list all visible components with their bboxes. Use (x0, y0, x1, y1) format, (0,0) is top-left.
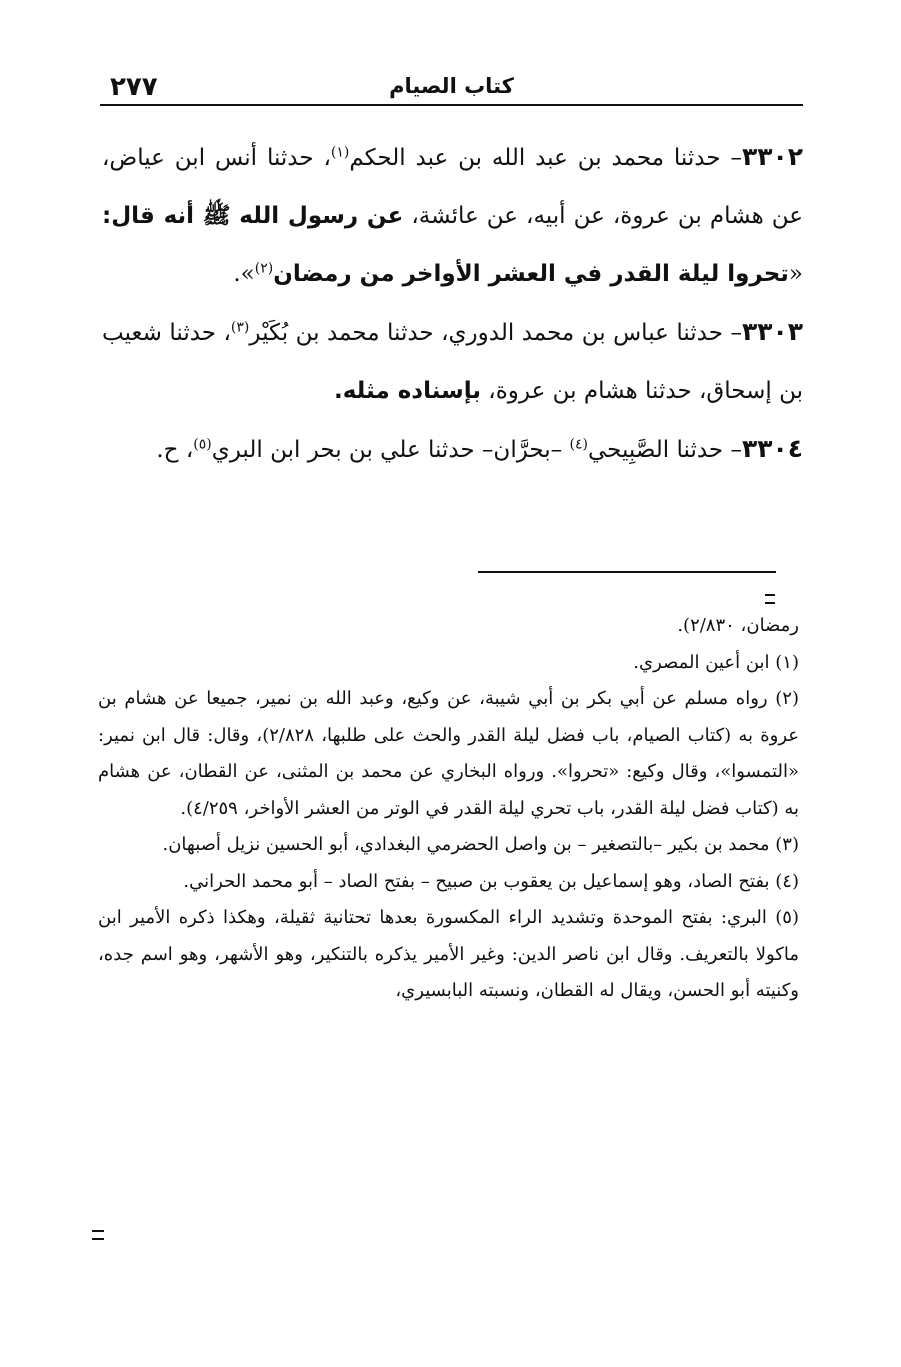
hadith-text: – حدثنا عباس بن محمد الدوري، حدثنا محمد بن بُكَيْر (249, 320, 742, 346)
footnote-1: (١) ابن أعين المصري. (633, 651, 799, 673)
footnote-ref: (٣) (230, 319, 250, 336)
hadith-3303 (102, 303, 803, 420)
hadith-3302 (102, 128, 803, 303)
footnote-4: (٤) بفتح الصاد، وهو إسماعيل بن يعقوب بن صبيح – بفتح الصاد – أبو محمد الحراني. (183, 870, 799, 892)
hadith-bold-text: بإسناده مثله. (333, 378, 481, 404)
page-header (100, 72, 803, 106)
hadith-text: – حدثنا الصَّبِيحي (587, 437, 742, 463)
footnote-5: (٥) البري: بفتح الموحدة وتشديد الراء المكسورة بعدها تحتانية ثقيلة، وهكذا ذكره الأمير ابن ماكولا بالتعريف. وقال ابن ناصر الدين: وغير الأمير يذكره بالتنكير، وهو الأشهر، وهو اسم جده، وكنيته أبو الحسن، ويقال له القطان، ونسبته البابسيري، (98, 907, 799, 1001)
quote-open: « (788, 261, 803, 287)
hadith-bold-text: تحروا ليلة القدر في العشر الأواخر من رمضان (273, 261, 789, 287)
hadith-text: ، ح. (156, 437, 194, 463)
hadith-number: ٣٣٠٤ (741, 434, 803, 463)
hadith-text: ، حدثنا شعيب بن إسحاق، حدثنا هشام بن عروة، (102, 320, 803, 404)
hadith-text: –بحرَّان– حدثنا علي بن بحر ابن البري (211, 437, 570, 463)
running-title: كتاب الصيام (389, 74, 514, 98)
footnote-separator (478, 571, 776, 573)
hadith-text: – حدثنا محمد بن عبد الله بن عبد الحكم (349, 145, 742, 171)
footnote-2: (٢) رواه مسلم عن أبي بكر بن أبي شيبة، عن وكيع، وعبد الله بن نمير، جميعا عن هشام بن عروة به (كتاب الصيام، باب فضل ليلة القدر والحث على طلبها، ٢/٨٢٨)، وقال: قال ابن نمير: «التمسوا»، وقال وكيع: «تحروا». ورواه البخاري عن محمد بن المثنى، عن القطان، عن هشام به (كتاب فضل ليلة القدر، باب تحري ليلة القدر في الوتر من العشر الأواخر، ٤/٢٥٩). (98, 688, 799, 819)
footnote-ref: (١) (330, 144, 350, 161)
main-text (102, 128, 803, 479)
continuation-mark (765, 594, 775, 604)
footnotes (98, 608, 799, 1010)
footnote-ref: (٢) (254, 260, 274, 277)
hadith-text: ، حدثنا أنس ابن عياض، عن هشام بن عروة، عن أبيه، عن عائشة، (102, 145, 803, 229)
hadith-bold-text: عن رسول الله ﷺ أنه قال: (102, 203, 404, 229)
footnote-3: (٣) محمد بن بكير –بالتصغير – بن واصل الحضرمي البغدادي، أبو الحسين نزيل أصبهان. (162, 834, 799, 855)
hadith-number: ٣٣٠٢ (741, 142, 803, 171)
continuation-end-mark (92, 1230, 104, 1240)
footnote-ref: (٤) (569, 436, 588, 453)
hadith-number: ٣٣٠٣ (741, 317, 803, 346)
hadith-3304 (102, 420, 803, 479)
page-number: ٢٧٧ (110, 72, 158, 102)
footnote-ref: (٥) (193, 436, 212, 453)
quote-close: ». (233, 261, 255, 287)
footnote-continuation: رمضان، ٢/٨٣٠). (677, 615, 799, 636)
